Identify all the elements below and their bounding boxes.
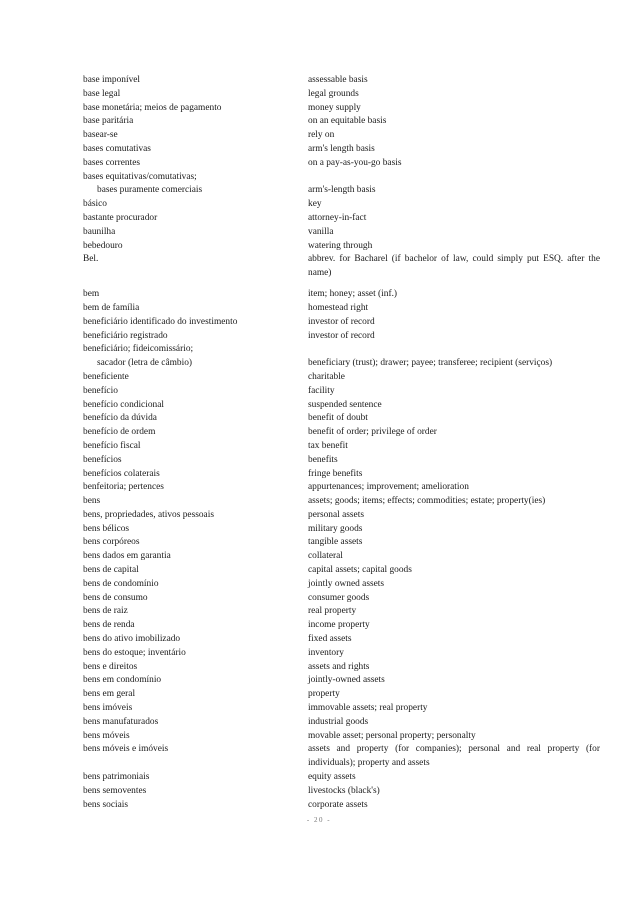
glossary-row: [83, 157, 608, 171]
glossary-row: [83, 702, 608, 716]
portuguese-term: bens sociais: [83, 799, 129, 810]
glossary-row: [83, 412, 608, 426]
portuguese-term: baunilha: [83, 226, 116, 237]
english-translation: property: [308, 689, 340, 700]
portuguese-term: bens e direitos: [83, 661, 138, 672]
portuguese-term: bens de consumo: [83, 592, 148, 603]
portuguese-term: bases equitativas/comutativas;: [83, 171, 197, 182]
glossary-row: [83, 495, 608, 509]
glossary-row: [83, 440, 608, 454]
portuguese-term: base paritária: [83, 116, 134, 127]
glossary-row: [83, 730, 608, 744]
english-translation: jointly-owned assets: [308, 675, 385, 686]
portuguese-term: base legal: [83, 88, 121, 99]
english-translation: facility: [308, 385, 335, 396]
english-translation: benefits: [308, 454, 338, 465]
portuguese-term: beneficiário; fideicomissário;: [83, 344, 194, 355]
portuguese-term: benefícios colaterais: [83, 468, 160, 479]
english-translation: assessable basis: [308, 75, 368, 85]
portuguese-term: bens patrimoniais: [83, 772, 150, 783]
english-translation: personal assets: [308, 509, 364, 520]
portuguese-term: bens semoventes: [83, 785, 147, 796]
english-translation: consumer goods: [308, 592, 370, 603]
english-translation: fringe benefits: [308, 468, 363, 479]
english-translation: homestead right: [308, 302, 369, 313]
glossary-row: [83, 115, 608, 129]
english-translation: assets and property (for companies); personal and real property (for individuals); property and assets: [308, 744, 600, 769]
portuguese-term: bases puramente comerciais: [97, 185, 203, 196]
glossary-row: [83, 619, 608, 633]
glossary-row: [83, 198, 608, 212]
english-translation: tax benefit: [308, 440, 348, 451]
glossary-row: [83, 102, 608, 116]
glossary-row: [83, 302, 608, 316]
glossary-row: [83, 212, 608, 226]
english-translation: immovable assets; real property: [308, 703, 428, 714]
glossary-row: [83, 743, 608, 771]
portuguese-term: beneficiente: [83, 371, 129, 382]
portuguese-term: Bel.: [83, 254, 99, 265]
english-translation: key: [308, 199, 322, 210]
glossary-row: [83, 74, 608, 88]
portuguese-term: bases comutativas: [83, 143, 151, 154]
english-translation: investor of record: [308, 330, 375, 341]
glossary-row: [83, 481, 608, 495]
glossary-table: [83, 74, 608, 812]
english-translation: investor of record: [308, 316, 375, 327]
portuguese-term: bens de renda: [83, 620, 135, 631]
portuguese-term: bem: [83, 289, 100, 300]
glossary-row: [83, 468, 608, 482]
portuguese-term: bebedouro: [83, 240, 123, 251]
glossary-row: [83, 605, 608, 619]
portuguese-term: base imponível: [83, 75, 141, 85]
glossary-row: [83, 399, 608, 413]
portuguese-term: benefício condicional: [83, 399, 164, 410]
english-translation: vanilla: [308, 226, 334, 237]
english-translation: benefit of order; privilege of order: [308, 427, 437, 438]
glossary-row: [83, 253, 608, 281]
glossary-row: [83, 523, 608, 537]
portuguese-term: bens do ativo imobilizado: [83, 634, 181, 645]
english-translation: inventory: [308, 647, 344, 658]
glossary-row: [83, 171, 608, 185]
glossary-row: [83, 536, 608, 550]
glossary-row: [83, 550, 608, 564]
english-translation: income property: [308, 620, 370, 631]
glossary-row: [83, 799, 608, 813]
glossary-row: [83, 564, 608, 578]
portuguese-term: bens manufaturados: [83, 716, 159, 727]
english-translation: capital assets; capital goods: [308, 565, 412, 576]
english-translation: corporate assets: [308, 799, 368, 810]
english-translation: equity assets: [308, 772, 356, 783]
english-translation: arm's-length basis: [308, 185, 376, 196]
english-translation: legal grounds: [308, 88, 359, 99]
english-translation: [308, 171, 600, 185]
glossary-row: [83, 371, 608, 385]
glossary-row: [83, 129, 608, 143]
english-translation: movable asset; personal property; personalty: [308, 730, 476, 741]
glossary-row: [83, 578, 608, 592]
english-translation: watering through: [308, 240, 373, 251]
glossary-row: [83, 288, 608, 302]
portuguese-term: basear-se: [83, 130, 118, 141]
portuguese-term: sacador (letra de câmbio): [97, 358, 192, 369]
english-translation: livestocks (black's): [308, 785, 380, 796]
english-translation: appurtenances; improvement; amelioration: [308, 482, 469, 493]
portuguese-term: bens de capital: [83, 565, 139, 576]
glossary-row: [83, 385, 608, 399]
portuguese-term: bens imóveis: [83, 703, 133, 714]
portuguese-term: básico: [83, 199, 107, 210]
glossary-row: [83, 785, 608, 799]
portuguese-term: bens móveis: [83, 730, 130, 741]
glossary-row: [83, 357, 608, 371]
portuguese-term: benefício fiscal: [83, 440, 141, 451]
glossary-row: [83, 509, 608, 523]
portuguese-term: benefícios: [83, 454, 122, 465]
english-translation: military goods: [308, 523, 363, 534]
glossary-row: [83, 633, 608, 647]
portuguese-term: bens corpóreos: [83, 537, 140, 548]
page-number: - 20 -: [306, 816, 332, 824]
portuguese-term: bastante procurador: [83, 212, 158, 223]
english-translation: attorney-in-fact: [308, 212, 367, 223]
portuguese-term: benfeitoria; pertences: [83, 482, 164, 493]
glossary-row: [83, 143, 608, 157]
english-translation: tangible assets: [308, 537, 363, 548]
portuguese-term: beneficiário registrado: [83, 330, 168, 341]
glossary-row: [83, 240, 608, 254]
portuguese-term: bens de condomínio: [83, 578, 159, 589]
glossary-row: [83, 330, 608, 344]
english-translation: real property: [308, 606, 357, 617]
portuguese-term: bem de família: [83, 302, 140, 313]
glossary-row: [83, 688, 608, 702]
glossary-row: [83, 343, 608, 357]
english-translation: assets; goods; items; effects; commodities; estate; property(ies): [308, 496, 546, 507]
english-translation: benefit of doubt: [308, 413, 368, 424]
portuguese-term: bens: [83, 496, 101, 507]
english-translation: jointly owned assets: [308, 578, 385, 589]
portuguese-term: bens do estoque; inventário: [83, 647, 186, 658]
portuguese-term: bens, propriedades, ativos pessoais: [83, 509, 214, 520]
glossary-row: [83, 316, 608, 330]
glossary-row: [83, 661, 608, 675]
english-translation: item; honey; asset (inf.): [308, 289, 398, 300]
english-translation: assets and rights: [308, 661, 370, 672]
glossary-row: [83, 226, 608, 240]
portuguese-term: bases correntes: [83, 157, 141, 168]
glossary-row: [83, 426, 608, 440]
portuguese-term: bens de raiz: [83, 606, 128, 617]
portuguese-term: bens em geral: [83, 689, 136, 700]
english-translation: fixed assets: [308, 634, 352, 645]
portuguese-term: beneficiário identificado do investimento: [83, 316, 238, 327]
glossary-row: [83, 771, 608, 785]
english-translation: rely on: [308, 130, 335, 141]
english-translation: abbrev. for Bacharel (if bachelor of law, could simply put ESQ. after the name): [308, 254, 600, 279]
portuguese-term: base monetária; meios de pagamento: [83, 102, 222, 113]
portuguese-term: bens em condomínio: [83, 675, 162, 686]
english-translation: money supply: [308, 102, 361, 113]
english-translation: collateral: [308, 551, 343, 562]
portuguese-term: benefício de ordem: [83, 427, 156, 438]
glossary-row: [83, 88, 608, 102]
portuguese-term: benefício da dúvida: [83, 413, 157, 424]
portuguese-term: bens móveis e imóveis: [83, 744, 169, 755]
english-translation: beneficiary (trust); drawer; payee; transferee; recipient (serviços): [308, 358, 553, 369]
glossary-row: [83, 184, 608, 198]
english-translation: [308, 343, 600, 357]
glossary-row: [83, 592, 608, 606]
english-translation: industrial goods: [308, 716, 369, 727]
portuguese-term: bens bélicos: [83, 523, 130, 534]
english-translation: charitable: [308, 371, 345, 382]
glossary-row: [83, 647, 608, 661]
glossary-row: [83, 716, 608, 730]
glossary-row: [83, 674, 608, 688]
english-translation: arm's length basis: [308, 143, 375, 154]
english-translation: suspended sentence: [308, 399, 382, 410]
portuguese-term: bens dados em garantia: [83, 551, 171, 562]
portuguese-term: benefício: [83, 385, 118, 396]
english-translation: on a pay-as-you-go basis: [308, 157, 402, 168]
glossary-row: [83, 454, 608, 468]
english-translation: on an equitable basis: [308, 116, 387, 127]
